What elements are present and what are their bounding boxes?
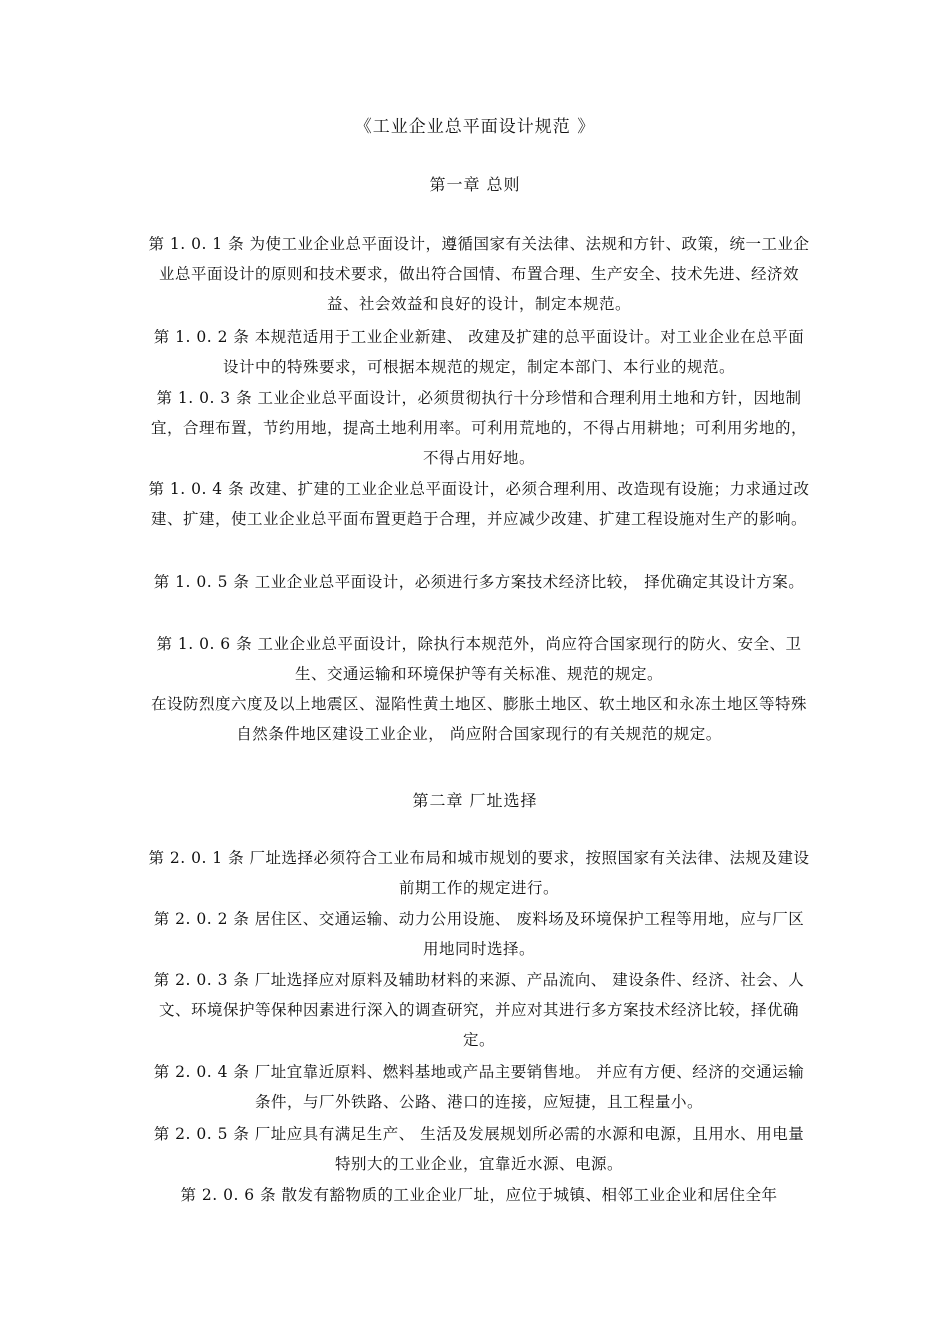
article-1-0-5: 第 1. 0. 5 条 工业企业总平面设计，必须进行多方案技术经济比较， 择优确定其设计方案。 [153, 573, 805, 591]
article-2-0-2: 第 2. 0. 2 条 居住区、交通运输、动力公用设施、 废料场及环境保护工程等用地，应与厂区用地同时选择。 [153, 910, 805, 958]
article-1-0-6: 第 1. 0. 6 条 工业企业总平面设计，除执行本规范外，尚应符合国家现行的防火、安全、卫生、交通运输和环境保护等有关标准、规范的规定。 [156, 635, 802, 683]
chapter-1-heading: 第一章 总则 [429, 175, 521, 194]
article-1-0-3: 第 1. 0. 3 条 工业企业总平面设计，必须贯彻执行十分珍惜和合理利用土地和方针，因地制宜，合理布置，节约用地，提高土地利用率。可利用荒地的，不得占用耕地；可利用劣地的，不得占用好地。 [150, 389, 807, 467]
article-1-0-1: 第 1. 0. 1 条 为使工业企业总平面设计，遵循国家有关法律、法规和方针、政策，统一工业企业总平面设计的原则和技术要求，做出符合国情、布置合理、生产安全、技术先进、经济效益、社会效益和良好的设计，制定本规范。 [148, 235, 810, 313]
article-1-0-2: 第 1. 0. 2 条 本规范适用于工业企业新建、 改建及扩建的总平面设计。对工业企业在总平面设计中的特殊要求，可根据本规范的规定，制定本部门、本行业的规范。 [153, 328, 805, 376]
document-title: 《工业企业总平面设计规范 》 [354, 117, 596, 137]
article-1-0-6-continued: 在设防烈度六度及以上地震区、湿陷性黄土地区、膨胀土地区、软土地区和永冻土地区等特殊自然条件地区建设工业企业， 尚应附合国家现行的有关规范的规定。 [150, 695, 807, 743]
article-2-0-6: 第 2. 0. 6 条 散发有豁物质的工业企业厂址，应位于城镇、相邻工业企业和居住全年 [180, 1186, 778, 1204]
article-2-0-3: 第 2. 0. 3 条 厂址选择应对原料及辅助材料的来源、产品流向、 建设条件、经济、社会、人文、环境保护等保种因素进行深入的调查研究，并应对其进行多方案技术经济比较，择优确定。 [153, 971, 805, 1049]
article-2-0-1: 第 2. 0. 1 条 厂址选择必须符合工业布局和城市规划的要求，按照国家有关法律、法规及建设前期工作的规定进行。 [148, 849, 810, 897]
article-2-0-4: 第 2. 0. 4 条 厂址宜靠近原料、燃料基地或产品主要销售地。 并应有方便、经济的交通运输条件，与厂外铁路、公路、港口的连接，应短捷，且工程量小。 [153, 1063, 805, 1111]
article-1-0-4: 第 1. 0. 4 条 改建、扩建的工业企业总平面设计，必须合理利用、改造现有设施；力求通过改建、扩建，使工业企业总平面布置更趋于合理，并应减少改建、扩建工程设施对生产的影响。 [148, 480, 810, 528]
article-2-0-5: 第 2. 0. 5 条 厂址应具有满足生产、 生活及发展规划所必需的水源和电源，且用水、用电量特别大的工业企业，宜靠近水源、电源。 [153, 1125, 805, 1173]
chapter-2-heading: 第二章 厂址选择 [412, 791, 538, 810]
